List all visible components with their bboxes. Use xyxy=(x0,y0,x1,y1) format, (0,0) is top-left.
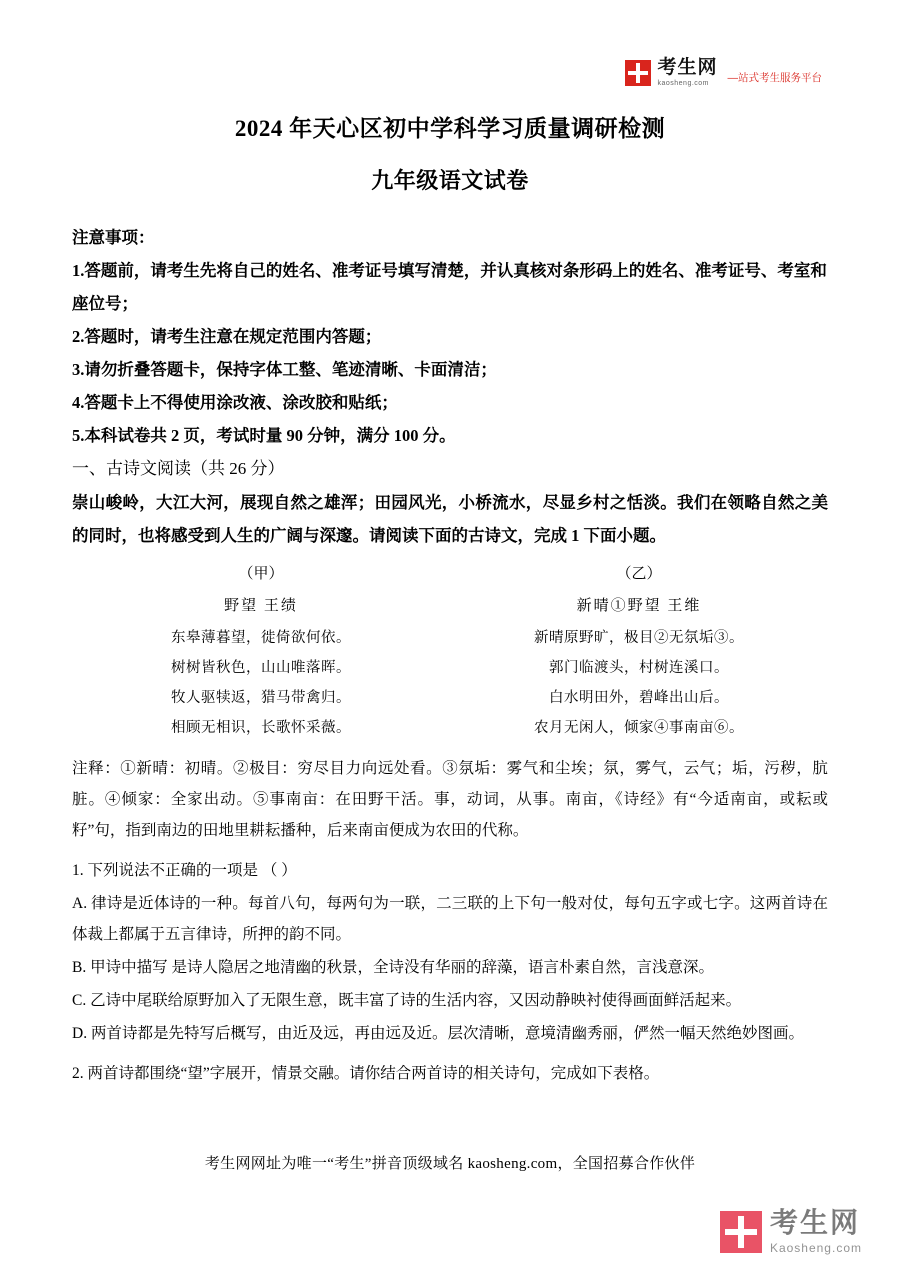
poem-title-yi: 新晴①野望 王维 xyxy=(576,598,702,614)
notice-item: 4.答题卡上不得使用涂改液、涂改胶和贴纸； xyxy=(72,393,398,412)
poem-title-jia: 野望 王绩 xyxy=(224,598,298,614)
notice-item: 2.答题时，请考生注意在规定范围内答题； xyxy=(72,327,382,346)
plus-mark-icon xyxy=(625,60,651,86)
section-title: 一、古诗文阅读（共 26 分） xyxy=(72,459,285,478)
poem-labels-row xyxy=(72,558,828,590)
notice-heading: 注意事项： xyxy=(72,228,155,247)
site-logo xyxy=(625,58,822,87)
poem-line-row xyxy=(72,623,828,653)
poem-titles-row xyxy=(72,590,828,623)
logo-tagline: —站式考生服务平台 xyxy=(727,72,822,84)
question-stem-2: 2. 两首诗都围绕“望”字展开，情景交融。请你结合两首诗的相关诗句，完成如下表格。 xyxy=(72,1065,660,1082)
poem-line-row xyxy=(72,713,828,743)
poem-line-yi: 新晴原野旷，极目②无氛垢③。 xyxy=(534,630,744,646)
poem-line-jia: 牧人驱犊返，猎马带禽归。 xyxy=(171,690,351,706)
logo-title-cn: 考生网 xyxy=(657,57,718,78)
poem-comparison-block xyxy=(72,558,828,743)
annotations: 注释：①新晴：初晴。②极目：穷尽目力向远处看。③氛垢：雾气和尘埃；氛，雾气，云气；垢，污秽，肮脏。④倾家：全家出动。⑤事南亩：在田野干活。事，动词，从事。南亩，《诗经》有“今适南亩，或耘或籽”句，指到南边的田地里耕耘播种，后来南亩便成为农田的代称。 xyxy=(72,760,828,839)
plus-mark-icon xyxy=(720,1211,762,1253)
watermark-title-cn: 考生网 xyxy=(769,1207,860,1238)
question-option-b: B. 甲诗中描写 是诗人隐居之地清幽的秋景，全诗没有华丽的辞藻，语言朴素自然，言浅意深。 xyxy=(72,959,714,976)
question-option-d: D. 两首诗都是先特写后概写，由近及远，再由远及近。层次清晰，意境清幽秀丽，俨然一幅天然绝妙图画。 xyxy=(72,1025,804,1042)
footer-note: 考生网网址为唯一“考生”拼音顶级域名 kaosheng.com，全国招募合作伙伴 xyxy=(204,1156,696,1172)
poem-line-row xyxy=(72,653,828,683)
footer-watermark xyxy=(720,1209,862,1254)
poem-line-jia: 树树皆秋色，山山唯落晖。 xyxy=(171,660,351,676)
document-body xyxy=(0,221,900,1089)
question-option-c: C. 乙诗中尾联给原野加入了无限生意，既丰富了诗的生活内容，又因动静映衬使得画面鲜活起来。 xyxy=(72,992,742,1009)
poem-label-yi: （乙） xyxy=(616,566,662,582)
poem-label-jia: （甲） xyxy=(238,566,284,582)
poem-line-jia: 相顾无相识，长歌怀采薇。 xyxy=(171,720,351,736)
page-subtitle: 九年级语文试卷 xyxy=(371,168,529,193)
notice-item: 5.本科试卷共 2 页，考试时量 90 分钟，满分 100 分。 xyxy=(72,426,456,445)
page-title: 2024 年天心区初中学科学习质量调研检测 xyxy=(234,116,666,141)
logo-text xyxy=(657,58,717,87)
notice-item: 1.答题前，请考生先将自己的姓名、准考证号填写清楚，并认真核对条形码上的姓名、准考证号、考室和座位号； xyxy=(72,261,827,313)
poem-line-yi: 白水明田外，碧峰出山后。 xyxy=(549,690,729,706)
section-intro: 崇山峻岭，大江大河，展现自然之雄浑；田园风光，小桥流水，尽显乡村之恬淡。我们在领略自然之美的同时，也将感受到人生的广阔与深邃。请阅读下面的古诗文，完成 1 下面小题。 xyxy=(72,493,828,545)
watermark-text xyxy=(770,1209,862,1254)
question-option-a: A. 律诗是近体诗的一种。每首八句，每两句为一联，二三联的上下句一般对仗，每句五字或七字。这两首诗在体裁上都属于五言律诗，所押的韵不同。 xyxy=(72,895,828,943)
watermark-title-en: Kaosheng.com xyxy=(769,1241,862,1255)
poem-line-yi: 农月无闲人，倾家④事南亩⑥。 xyxy=(534,720,744,736)
logo-title-en: kaosheng.com xyxy=(657,80,710,87)
notice-item: 3.请勿折叠答题卡，保持字体工整、笔迹清晰、卡面清洁； xyxy=(72,360,497,379)
poem-line-jia: 东皋薄暮望，徙倚欲何依。 xyxy=(171,630,351,646)
question-stem-1: 1. 下列说法不正确的一项是 （ ） xyxy=(72,862,297,879)
poem-line-row xyxy=(72,683,828,713)
poem-line-yi: 郭门临渡头，村树连溪口。 xyxy=(549,660,729,676)
